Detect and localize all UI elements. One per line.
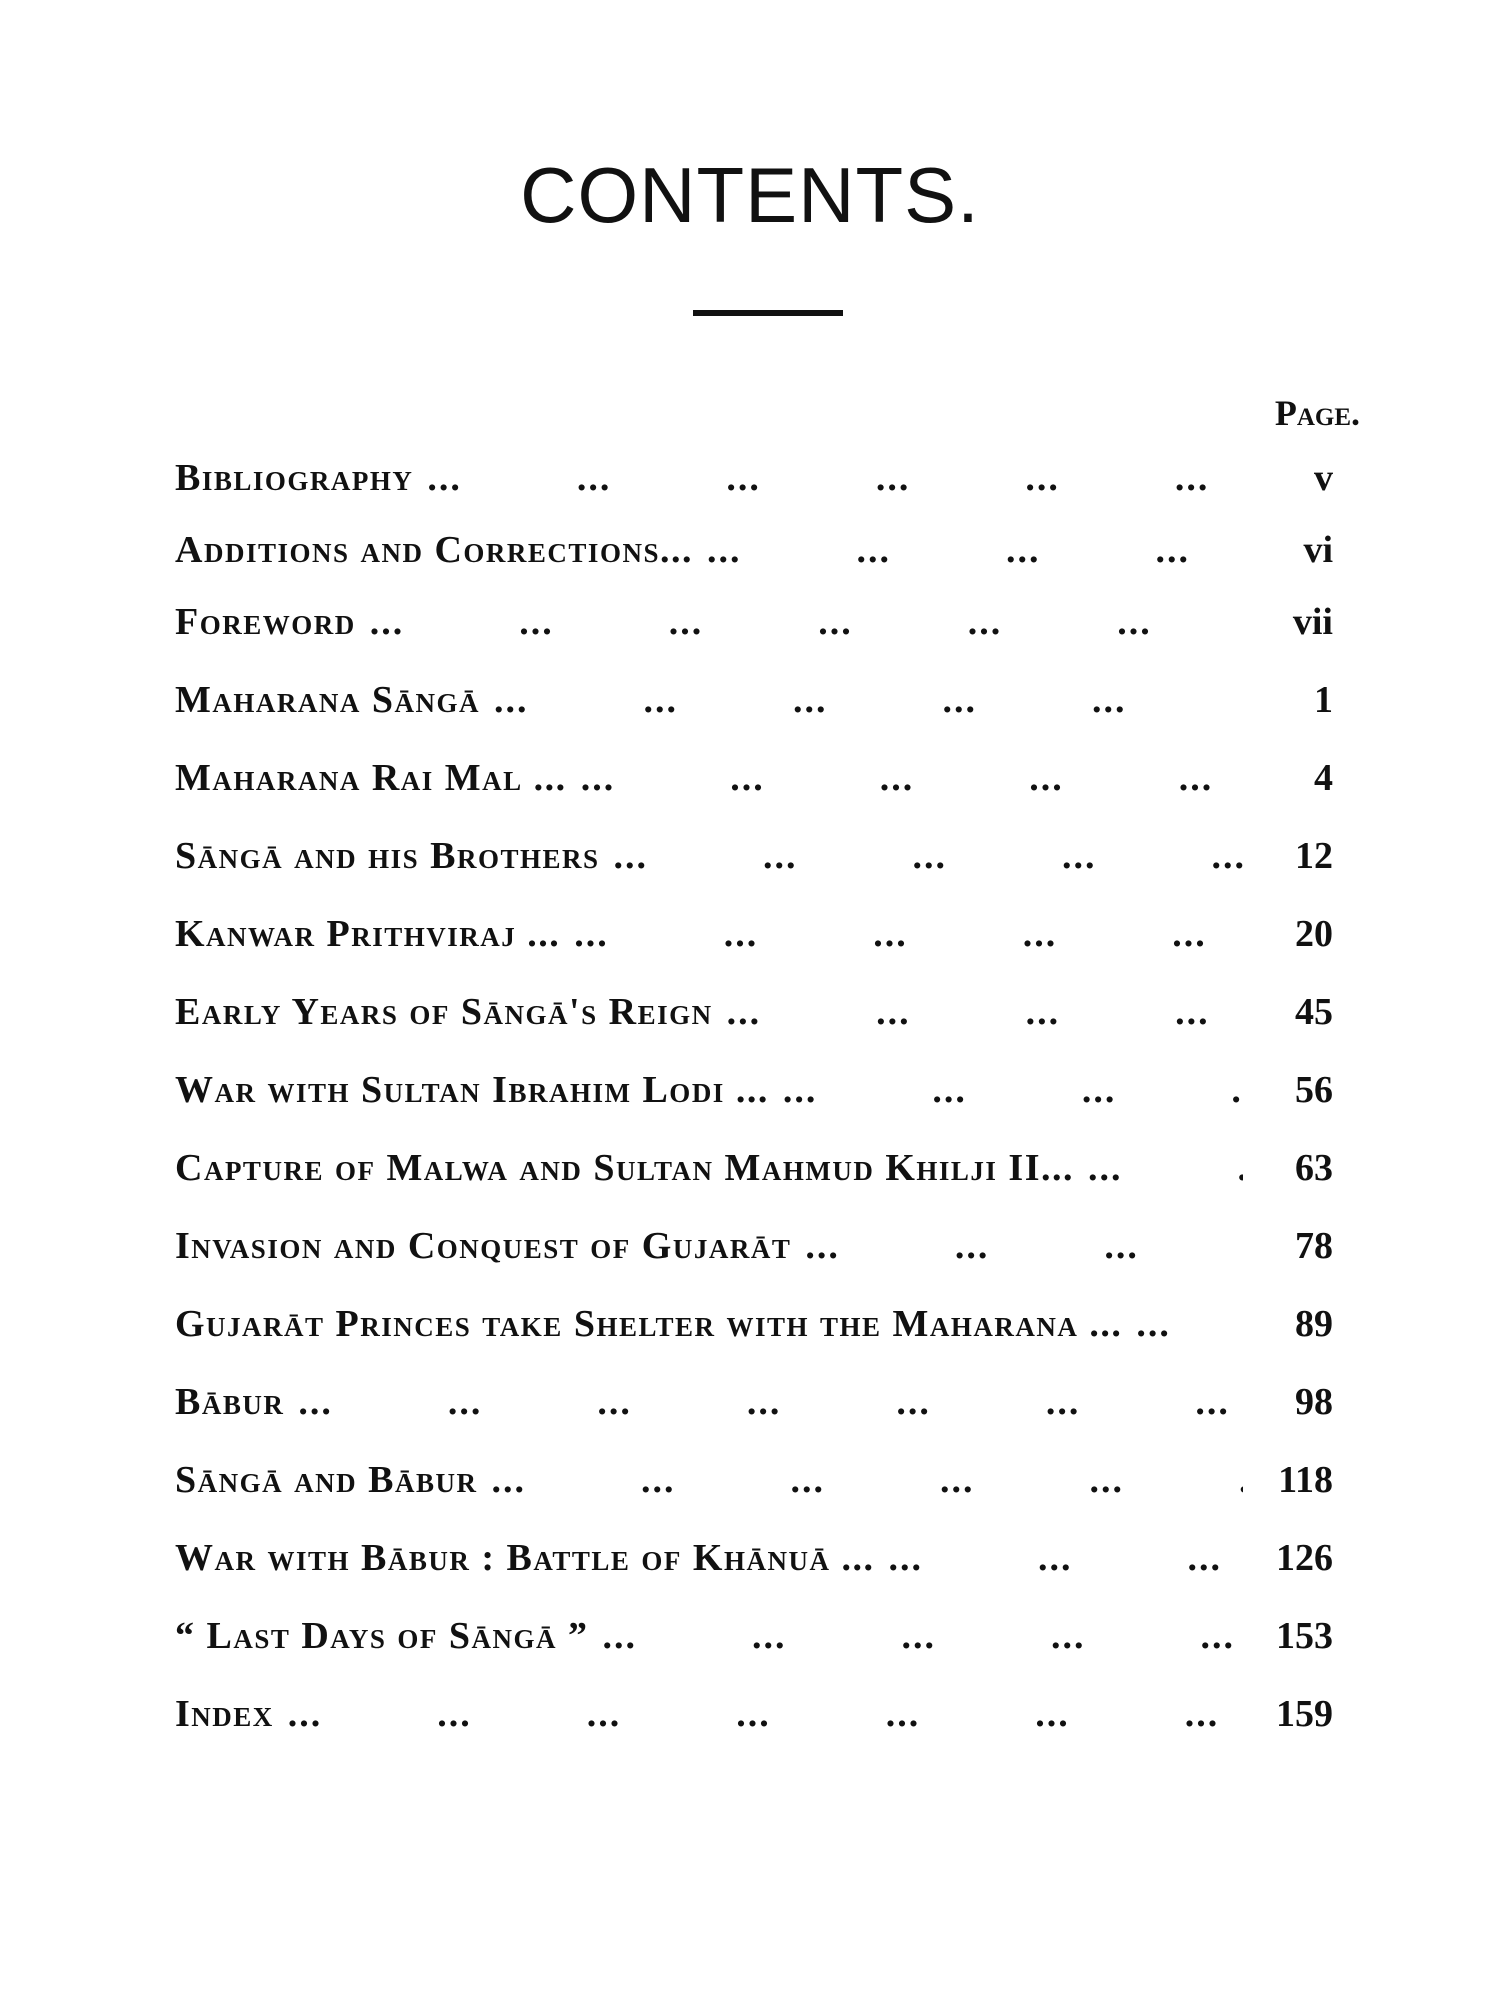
toc-entry-page: 98: [1295, 1381, 1333, 1423]
toc-entry-page: 56: [1295, 1069, 1333, 1111]
toc-entry: [175, 1146, 1333, 1224]
dot-leader: [427, 456, 1243, 500]
dot-leader: [707, 528, 1243, 572]
toc-entry-page: 4: [1314, 757, 1333, 799]
toc-entry-page: vii: [1292, 601, 1333, 643]
toc-entry: [175, 1068, 1333, 1146]
toc-entry: [175, 1302, 1333, 1380]
toc-entry-page: 63: [1295, 1147, 1333, 1189]
toc-entry-title: Index: [175, 1693, 274, 1735]
toc-entry: [175, 678, 1333, 756]
toc-entry: [175, 756, 1333, 834]
toc-entry: [175, 600, 1333, 678]
page-column-header: Page.: [1274, 393, 1360, 433]
toc-entry-title: Sāngā and Bābur: [175, 1459, 478, 1501]
toc-entry: [175, 1614, 1333, 1692]
toc-entry-title: War with Bābur : Battle of Khānuā ...: [175, 1537, 875, 1579]
toc-entry-page: 153: [1276, 1615, 1333, 1657]
toc-entry-page: 45: [1295, 991, 1333, 1033]
toc-entry-title: Bibliography: [175, 457, 414, 499]
dot-leader: [581, 756, 1243, 800]
toc-entry-page: v: [1314, 457, 1333, 499]
dot-leader: [574, 912, 1243, 956]
table-of-contents: [175, 456, 1333, 1770]
toc-entry: [175, 990, 1333, 1068]
toc-entry-page: vi: [1303, 529, 1333, 571]
toc-entry-title: Additions and Corrections...: [175, 529, 693, 571]
title-rule: [693, 310, 843, 316]
dot-leader: [727, 990, 1243, 1034]
dot-leader: [288, 1692, 1243, 1736]
toc-entry-title: Kanwar Prithviraj ...: [175, 913, 561, 955]
toc-entry-title: War with Sultan Ibrahim Lodi ...: [175, 1069, 769, 1111]
dot-leader: [1088, 1146, 1243, 1190]
toc-entry-title: Sāngā and his Brothers: [175, 835, 600, 877]
toc-entry-title: Gujarāt Princes take Shelter with the Maharana ...: [175, 1303, 1123, 1345]
dot-leader: [783, 1068, 1243, 1112]
page-title: CONTENTS.: [520, 151, 980, 239]
dot-leader: [602, 1614, 1243, 1658]
dot-leader: [491, 1458, 1243, 1502]
toc-entry: [175, 1458, 1333, 1536]
toc-entry: [175, 1536, 1333, 1614]
toc-entry-page: 1: [1314, 679, 1333, 721]
dot-leader: [298, 1380, 1243, 1424]
toc-entry-page: 89: [1295, 1303, 1333, 1345]
toc-entry-title: Maharana Sāngā: [175, 679, 480, 721]
dot-leader: [805, 1224, 1243, 1268]
toc-entry-title: Capture of Malwa and Sultan Mahmud Khilji II...: [175, 1147, 1075, 1189]
toc-entry-title: “ Last Days of Sāngā ”: [175, 1615, 589, 1657]
toc-entry-page: 12: [1295, 835, 1333, 877]
toc-entry-title: Invasion and Conquest of Gujarāt: [175, 1225, 792, 1267]
toc-entry: [175, 528, 1333, 600]
toc-entry: [175, 1692, 1333, 1770]
toc-entry: [175, 912, 1333, 990]
toc-entry-title: Maharana Rai Mal ...: [175, 757, 567, 799]
toc-entry-page: 159: [1276, 1693, 1333, 1735]
toc-entry-title: Bābur: [175, 1381, 285, 1423]
toc-entry: [175, 1224, 1333, 1302]
dot-leader: [614, 834, 1243, 878]
toc-entry: [175, 456, 1333, 528]
toc-entry-page: 78: [1295, 1225, 1333, 1267]
dot-leader: [888, 1536, 1243, 1580]
dot-leader: [1136, 1302, 1243, 1346]
toc-entry: [175, 834, 1333, 912]
toc-entry-page: 20: [1295, 913, 1333, 955]
dot-leader: [494, 678, 1243, 722]
toc-entry-page: 118: [1278, 1459, 1333, 1501]
toc-entry-title: Early Years of Sāngā's Reign: [175, 991, 713, 1033]
dot-leader: [370, 600, 1243, 644]
toc-entry: [175, 1380, 1333, 1458]
toc-entry-title: Foreword: [175, 601, 356, 643]
toc-entry-page: 126: [1276, 1537, 1333, 1579]
